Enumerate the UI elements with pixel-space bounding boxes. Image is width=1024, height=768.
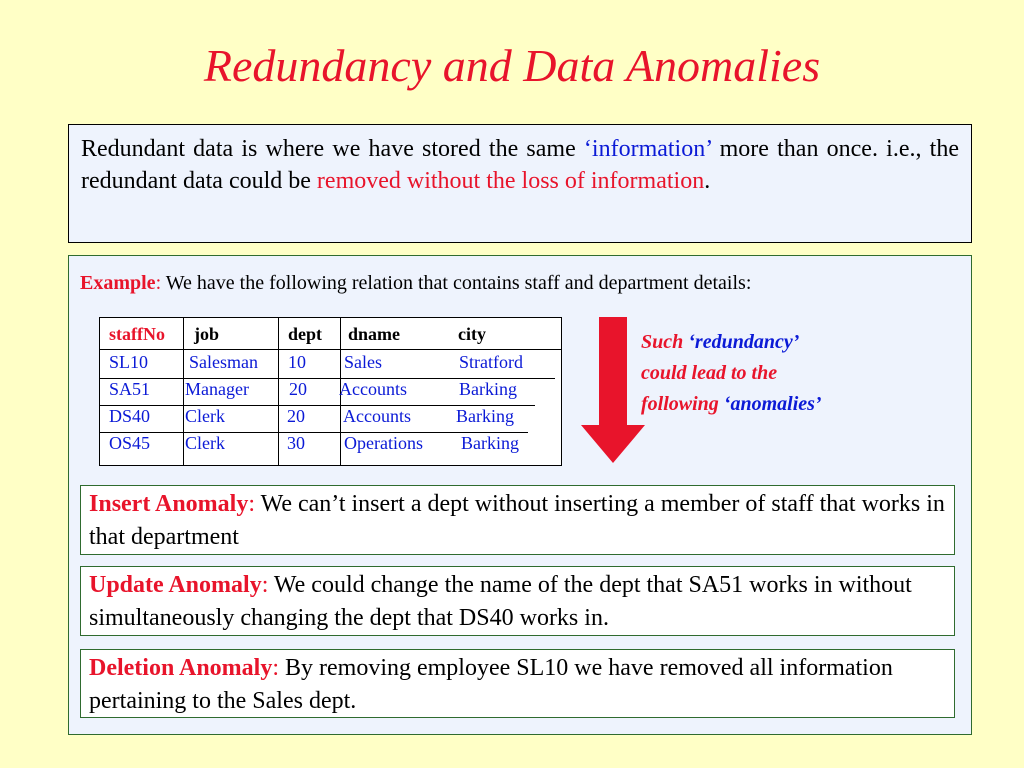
insert-anomaly-colon: :: [248, 491, 256, 517]
table-cell-city: Stratford: [459, 352, 523, 372]
note-highlight-redundancy: ‘redundancy’: [688, 331, 800, 353]
update-anomaly-text: We could change the name of the dept that SA51 works in without simultaneously changing the dept that DS40 works in.: [89, 572, 912, 631]
redundancy-note: [641, 327, 911, 420]
definition-box: [68, 124, 972, 243]
staff-table: [99, 317, 562, 466]
note-line-1: [641, 327, 911, 358]
update-anomaly-label: Update Anomaly: [89, 572, 262, 598]
insert-anomaly-box: [80, 485, 955, 555]
definition-text-1: Redundant data is where we have stored the same: [81, 136, 584, 162]
definition-text-2: more than once. i.e., the redundant data could be: [81, 136, 959, 194]
deletion-anomaly-label: Deletion Anomaly: [89, 655, 273, 681]
deletion-anomaly-box: [80, 649, 955, 718]
note-line-3: [641, 389, 911, 420]
deletion-anomaly-colon: :: [272, 655, 279, 681]
down-arrow-icon: [579, 317, 649, 465]
table-cell-dept: 30: [287, 433, 305, 453]
note-text: following: [641, 393, 724, 415]
table-cell-dname: Sales: [344, 352, 382, 372]
table-cell-city: Barking: [461, 433, 519, 453]
table-cell-dept: 10: [288, 352, 306, 372]
table-column-divider: [278, 318, 279, 465]
example-panel: [68, 255, 972, 735]
table-cell-staffno: SL10: [109, 352, 149, 372]
definition-text-3: .: [704, 168, 711, 194]
table-cell-dname: Accounts: [343, 406, 411, 426]
update-anomaly-colon: :: [261, 572, 269, 598]
table-header-dname: dname: [348, 324, 401, 344]
note-highlight-anomalies: ‘anomalies’: [723, 393, 822, 415]
table-cell-city: Barking: [456, 406, 514, 426]
definition-highlight-information: ‘information’: [583, 136, 712, 162]
table-header-city: city: [458, 324, 486, 344]
table-cell-staffno: SA51: [109, 379, 151, 399]
table-cell-job: Clerk: [185, 406, 225, 426]
example-intro: [80, 270, 751, 296]
deletion-anomaly-text: By removing employee SL10 we have removed all information pertaining to the Sales dept.: [89, 655, 893, 714]
table-column-divider: [183, 318, 184, 465]
update-anomaly-box: [80, 566, 955, 636]
example-description: We have the following relation that contains staff and department details:: [161, 272, 752, 294]
definition-highlight-removed: removed without the loss of information: [316, 168, 705, 194]
table-cell-job: Manager: [185, 379, 249, 399]
table-cell-staffno: OS45: [109, 433, 151, 453]
table-cell-city: Barking: [459, 379, 517, 399]
table-cell-job: Clerk: [185, 433, 225, 453]
table-header-job: job: [194, 324, 220, 344]
example-colon: :: [155, 272, 162, 294]
table-cell-job: Salesman: [189, 352, 258, 372]
insert-anomaly-text: We can’t insert a dept without inserting a member of staff that works in that department: [89, 491, 945, 550]
slide-title: Redundancy and Data Anomalies: [203, 40, 821, 91]
table-cell-dname: Accounts: [339, 379, 407, 399]
table-header-staffno: staffNo: [109, 324, 165, 344]
insert-anomaly-label: Insert Anomaly: [89, 491, 249, 517]
example-label: Example: [80, 272, 156, 294]
table-cell-dept: 20: [287, 406, 305, 426]
table-cell-staffno: DS40: [109, 406, 151, 426]
table-cell-dname: Operations: [344, 433, 423, 453]
note-line-2: could lead to the: [641, 362, 778, 384]
table-header-dept: dept: [288, 324, 323, 344]
note-text: Such: [641, 331, 689, 353]
table-cell-dept: 20: [289, 379, 307, 399]
